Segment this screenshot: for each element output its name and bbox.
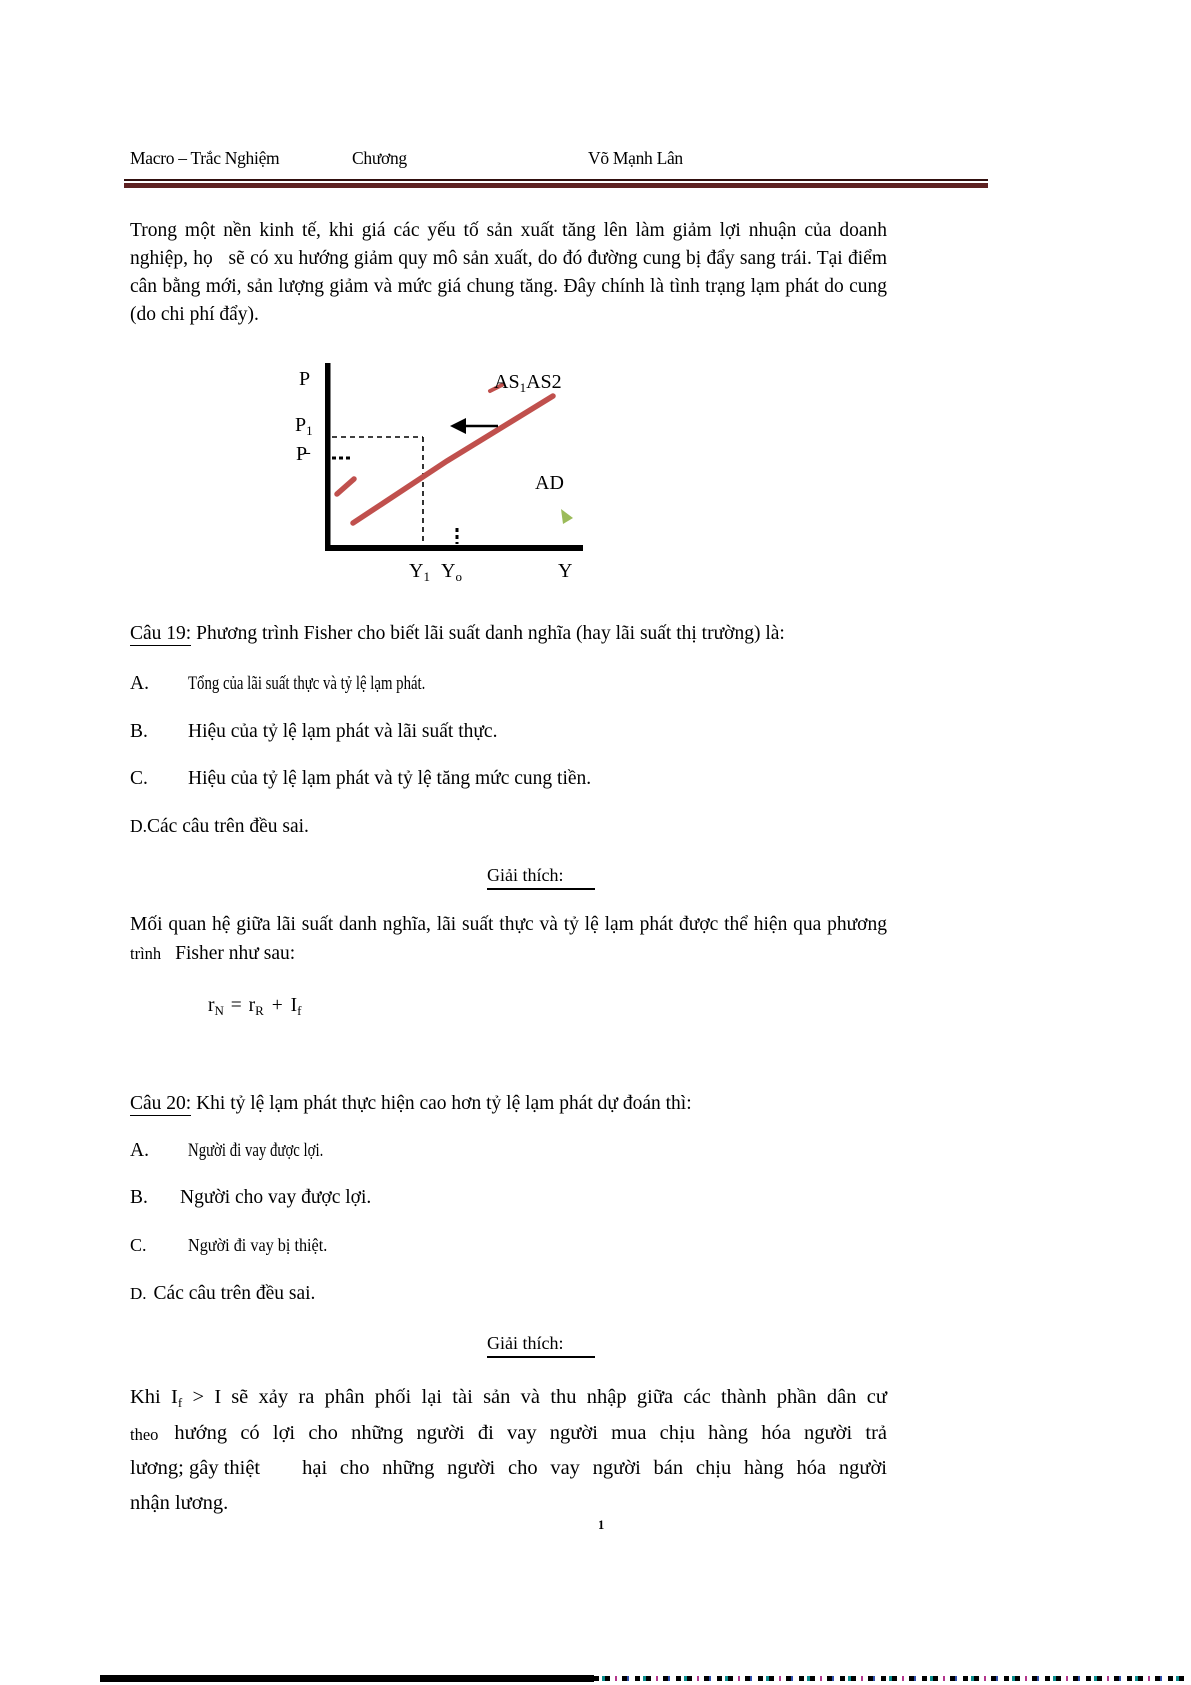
- page-number: 1: [598, 1518, 605, 1532]
- option-text: Tổng của lãi suất thực và tỷ lệ lạm phát.: [188, 674, 426, 694]
- option-letter: A.: [130, 673, 149, 694]
- q20-option-d: [130, 1283, 315, 1305]
- q20-explanation-line3: lương; gây thiệt hại cho những người cho vay người bán chịu hàng hóa người: [130, 1457, 887, 1479]
- q20-explanation-line4: nhận lương.: [130, 1492, 229, 1514]
- header-rule-thick: [124, 183, 988, 188]
- option-text: Các câu trên đều sai.: [153, 1283, 316, 1304]
- option-letter: B.: [130, 1187, 148, 1208]
- q20-explain-heading: Giải thích:: [487, 1333, 595, 1358]
- q19-explain-heading: Giải thích:: [487, 865, 595, 890]
- option-text: Người đi vay được lợi.: [188, 1141, 324, 1161]
- q20-explanation-line2: theo hướng có lợi cho những người đi vay người mua chịu hàng hóa người trả: [130, 1422, 887, 1444]
- option-text: Người cho vay được lợi.: [180, 1187, 372, 1208]
- header-rule-thin: [124, 179, 988, 181]
- option-letter: C.: [130, 1235, 147, 1255]
- q20-option-a: [130, 1140, 357, 1162]
- shift-arrow-head-icon: [450, 418, 466, 434]
- as-ad-diagram: [295, 360, 595, 595]
- q19-explanation-line1: Mối quan hệ giữa lãi suất danh nghĩa, lãi suất thực và tỷ lệ lạm phát được thể hiện qua phương: [130, 914, 887, 935]
- footer-bar: [100, 1675, 594, 1682]
- intro-paragraph: Trong một nền kinh tế, khi giá các yếu tố sản xuất tăng lên làm giảm lợi nhuận của doanh nghiệp, họ sẽ có xu hướng giảm quy mô sản xuất, do đó đường cung bị đẩy sang trái. Tại điểm cân bằng mới, sản lượng giảm và mức giá chung tăng. Đây chính là tình trạng lạm phát do cung (do chi phí đẩy).: [130, 220, 887, 325]
- p-axis-label: P: [299, 368, 311, 390]
- q19-option-b: [130, 721, 497, 743]
- option-letter: D.: [130, 1284, 147, 1303]
- p0-label: P̵: [296, 443, 308, 465]
- y1-label: $Y_1$: [409, 560, 430, 584]
- option-text: Hiệu của tỷ lệ lạm phát và lãi suất thực.: [188, 721, 498, 742]
- explanation-line2-rest: Fisher như sau:: [175, 943, 296, 964]
- option-letter: B.: [130, 721, 148, 742]
- q20-heading: [130, 1093, 692, 1115]
- q20-option-c: [130, 1235, 343, 1256]
- y-axis-end-label: Y: [558, 560, 573, 582]
- as-curve-line: [353, 396, 553, 523]
- explanation-word-small: theo: [130, 1425, 159, 1444]
- option-letter: C.: [130, 768, 148, 789]
- ad-green-arrow-icon: [561, 509, 573, 524]
- ad-curve-label: AD: [535, 472, 564, 494]
- as-curves-label: $AS_1AS2$: [494, 371, 562, 395]
- q20-question-text: Khi tỷ lệ lạm phát thực hiện cao hơn tỷ lệ lạm phát dự đoán thì:: [196, 1093, 692, 1114]
- option-letter: D.: [130, 816, 148, 836]
- y0-label: $Y_o$: [441, 560, 462, 584]
- header-author: Võ Mạnh Lân: [588, 148, 683, 168]
- q19-explanation-line2: [130, 943, 295, 965]
- header-left-title: Macro – Trắc Nghiệm: [130, 148, 280, 168]
- q20-explanation-line1: Khi $I_f > I$ sẽ xảy ra phân phối lại tài sản và thu nhập giữa các thành phần dân cư: [130, 1386, 888, 1410]
- option-text: Các câu trên đều sai.: [147, 816, 309, 837]
- footer-artifact-strip: [594, 1676, 1186, 1681]
- option-text: Người đi vay bị thiệt.: [188, 1235, 328, 1255]
- q20-option-b: [130, 1187, 371, 1209]
- q20-number: Câu 20:: [130, 1093, 192, 1114]
- q19-question-text: Phương trình Fisher cho biết lãi suất danh nghĩa (hay lãi suất thị trường) là:: [196, 623, 785, 644]
- p1-label: $P_1$: [295, 414, 313, 438]
- option-letter: A.: [130, 1140, 149, 1161]
- header-chapter: Chương: [352, 148, 407, 168]
- q19-option-c: [130, 768, 591, 790]
- explanation-word-small: trình: [130, 944, 162, 963]
- option-text: Hiệu của tỷ lệ lạm phát và tỷ lệ tăng mức cung tiền.: [188, 768, 592, 789]
- y-axis-line: [325, 363, 331, 551]
- q19-option-d: [130, 816, 309, 838]
- as-curve-fragment: [337, 479, 354, 494]
- fisher-formula: $r_N = r_R + I_f$: [208, 995, 302, 1018]
- q19-number: Câu 19:: [130, 623, 192, 644]
- x-axis-line: [325, 545, 583, 551]
- q19-option-a: [130, 673, 485, 695]
- q19-heading: [130, 623, 785, 645]
